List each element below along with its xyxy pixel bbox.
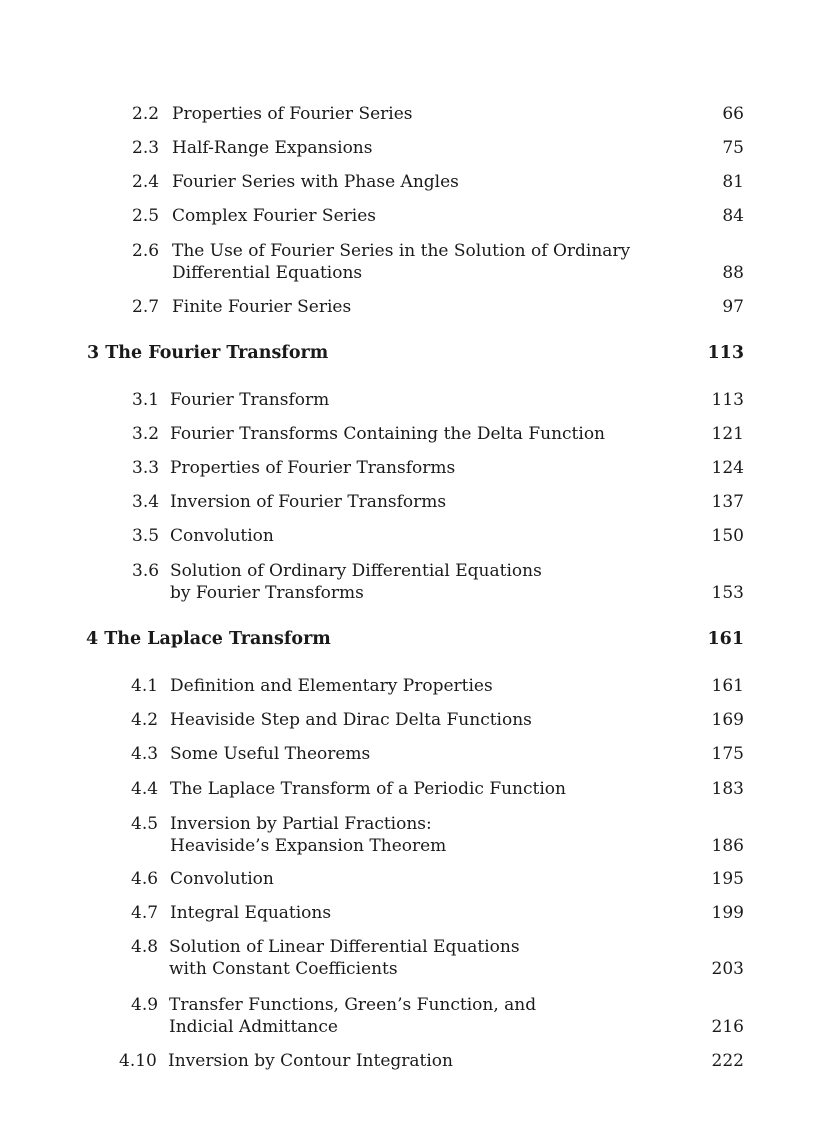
section-number: 2.5 <box>132 206 160 226</box>
section-number: 3.2 <box>132 424 160 444</box>
chapter-title: 4 The Laplace Transform <box>86 629 331 649</box>
section-number: 3.3 <box>132 458 160 478</box>
section-title: Convolution <box>170 526 274 546</box>
page-number: 169 <box>711 710 744 730</box>
page-number: 137 <box>711 492 744 512</box>
section-title: Integral Equations <box>170 903 332 923</box>
page-number: 161 <box>707 629 744 649</box>
page-number: 75 <box>722 138 744 158</box>
section-number: 3.5 <box>132 526 160 546</box>
section-title: Inversion of Fourier Transforms <box>170 492 447 512</box>
section-title: Complex Fourier Series <box>172 206 376 226</box>
toc-entry-4-9[interactable] <box>0 994 816 1038</box>
toc-entry-4-5[interactable] <box>0 813 816 857</box>
section-title-line2: Indicial Admittance <box>169 1017 338 1037</box>
page-number: 175 <box>711 744 744 764</box>
page-number: 199 <box>711 903 744 923</box>
section-number: 4.9 <box>131 995 159 1015</box>
section-title-line2: by Fourier Transforms <box>170 583 364 603</box>
page-number: 84 <box>722 206 744 226</box>
section-number: 3.4 <box>132 492 160 512</box>
section-number: 4.10 <box>119 1051 157 1071</box>
section-title: Inversion by Contour Integration <box>168 1051 453 1071</box>
toc-entry-2-6[interactable] <box>0 240 816 284</box>
section-number: 2.6 <box>132 241 160 261</box>
page-number: 113 <box>711 390 744 410</box>
toc-entry-3-6[interactable] <box>0 560 816 604</box>
section-number: 4.5 <box>131 814 159 834</box>
page-number: 113 <box>707 343 744 363</box>
section-title-line1: Inversion by Partial Fractions: <box>170 814 432 834</box>
section-number: 4.6 <box>131 869 159 889</box>
section-title: Fourier Series with Phase Angles <box>172 172 459 192</box>
section-title: Convolution <box>170 869 274 889</box>
section-number: 2.2 <box>132 104 160 124</box>
section-title-line1: Solution of Ordinary Differential Equations <box>170 561 542 581</box>
page-number: 222 <box>711 1051 744 1071</box>
section-number: 4.7 <box>131 903 159 923</box>
section-number: 3.1 <box>132 390 160 410</box>
section-title: The Laplace Transform of a Periodic Function <box>170 779 566 799</box>
section-number: 4.8 <box>131 937 159 957</box>
page-number: 81 <box>722 172 744 192</box>
page-number: 183 <box>711 779 744 799</box>
section-number: 2.7 <box>132 297 160 317</box>
page-number: 161 <box>711 676 744 696</box>
page-number: 121 <box>711 424 744 444</box>
section-number: 2.4 <box>132 172 160 192</box>
section-title: Half-Range Expansions <box>172 138 373 158</box>
page-number: 203 <box>711 959 744 979</box>
page-number: 97 <box>722 297 744 317</box>
page-number: 186 <box>711 836 744 856</box>
page-number: 150 <box>711 526 744 546</box>
page-number: 153 <box>711 583 744 603</box>
chapter-title: 3 The Fourier Transform <box>87 343 329 363</box>
toc-entry-4-8[interactable] <box>0 936 816 980</box>
section-title: Properties of Fourier Transforms <box>170 458 456 478</box>
section-title: Finite Fourier Series <box>172 297 352 317</box>
section-title: Fourier Transform <box>170 390 330 410</box>
section-title: Heaviside Step and Dirac Delta Functions <box>170 710 532 730</box>
section-number: 2.3 <box>132 138 160 158</box>
page-number: 124 <box>711 458 744 478</box>
section-title: Properties of Fourier Series <box>172 104 413 124</box>
section-number: 4.4 <box>131 779 159 799</box>
section-title: Fourier Transforms Containing the Delta Function <box>170 424 606 444</box>
page-number: 88 <box>722 263 744 283</box>
section-number: 4.1 <box>131 676 159 696</box>
section-title-line2: Heaviside’s Expansion Theorem <box>170 836 447 856</box>
page-number: 66 <box>722 104 744 124</box>
section-title-line2: with Constant Coefficients <box>169 959 398 979</box>
section-title-line2: Differential Equations <box>172 263 363 283</box>
page-number: 195 <box>711 869 744 889</box>
section-title-line1: The Use of Fourier Series in the Solution of Ordinary <box>172 241 631 261</box>
section-title: Some Useful Theorems <box>170 744 371 764</box>
section-number: 4.3 <box>131 744 159 764</box>
section-title-line1: Transfer Functions, Green’s Function, and <box>169 995 537 1015</box>
page-number: 216 <box>711 1017 744 1037</box>
section-title-line1: Solution of Linear Differential Equations <box>169 937 520 957</box>
section-number: 3.6 <box>132 561 160 581</box>
section-title: Definition and Elementary Properties <box>170 676 493 696</box>
section-number: 4.2 <box>131 710 159 730</box>
